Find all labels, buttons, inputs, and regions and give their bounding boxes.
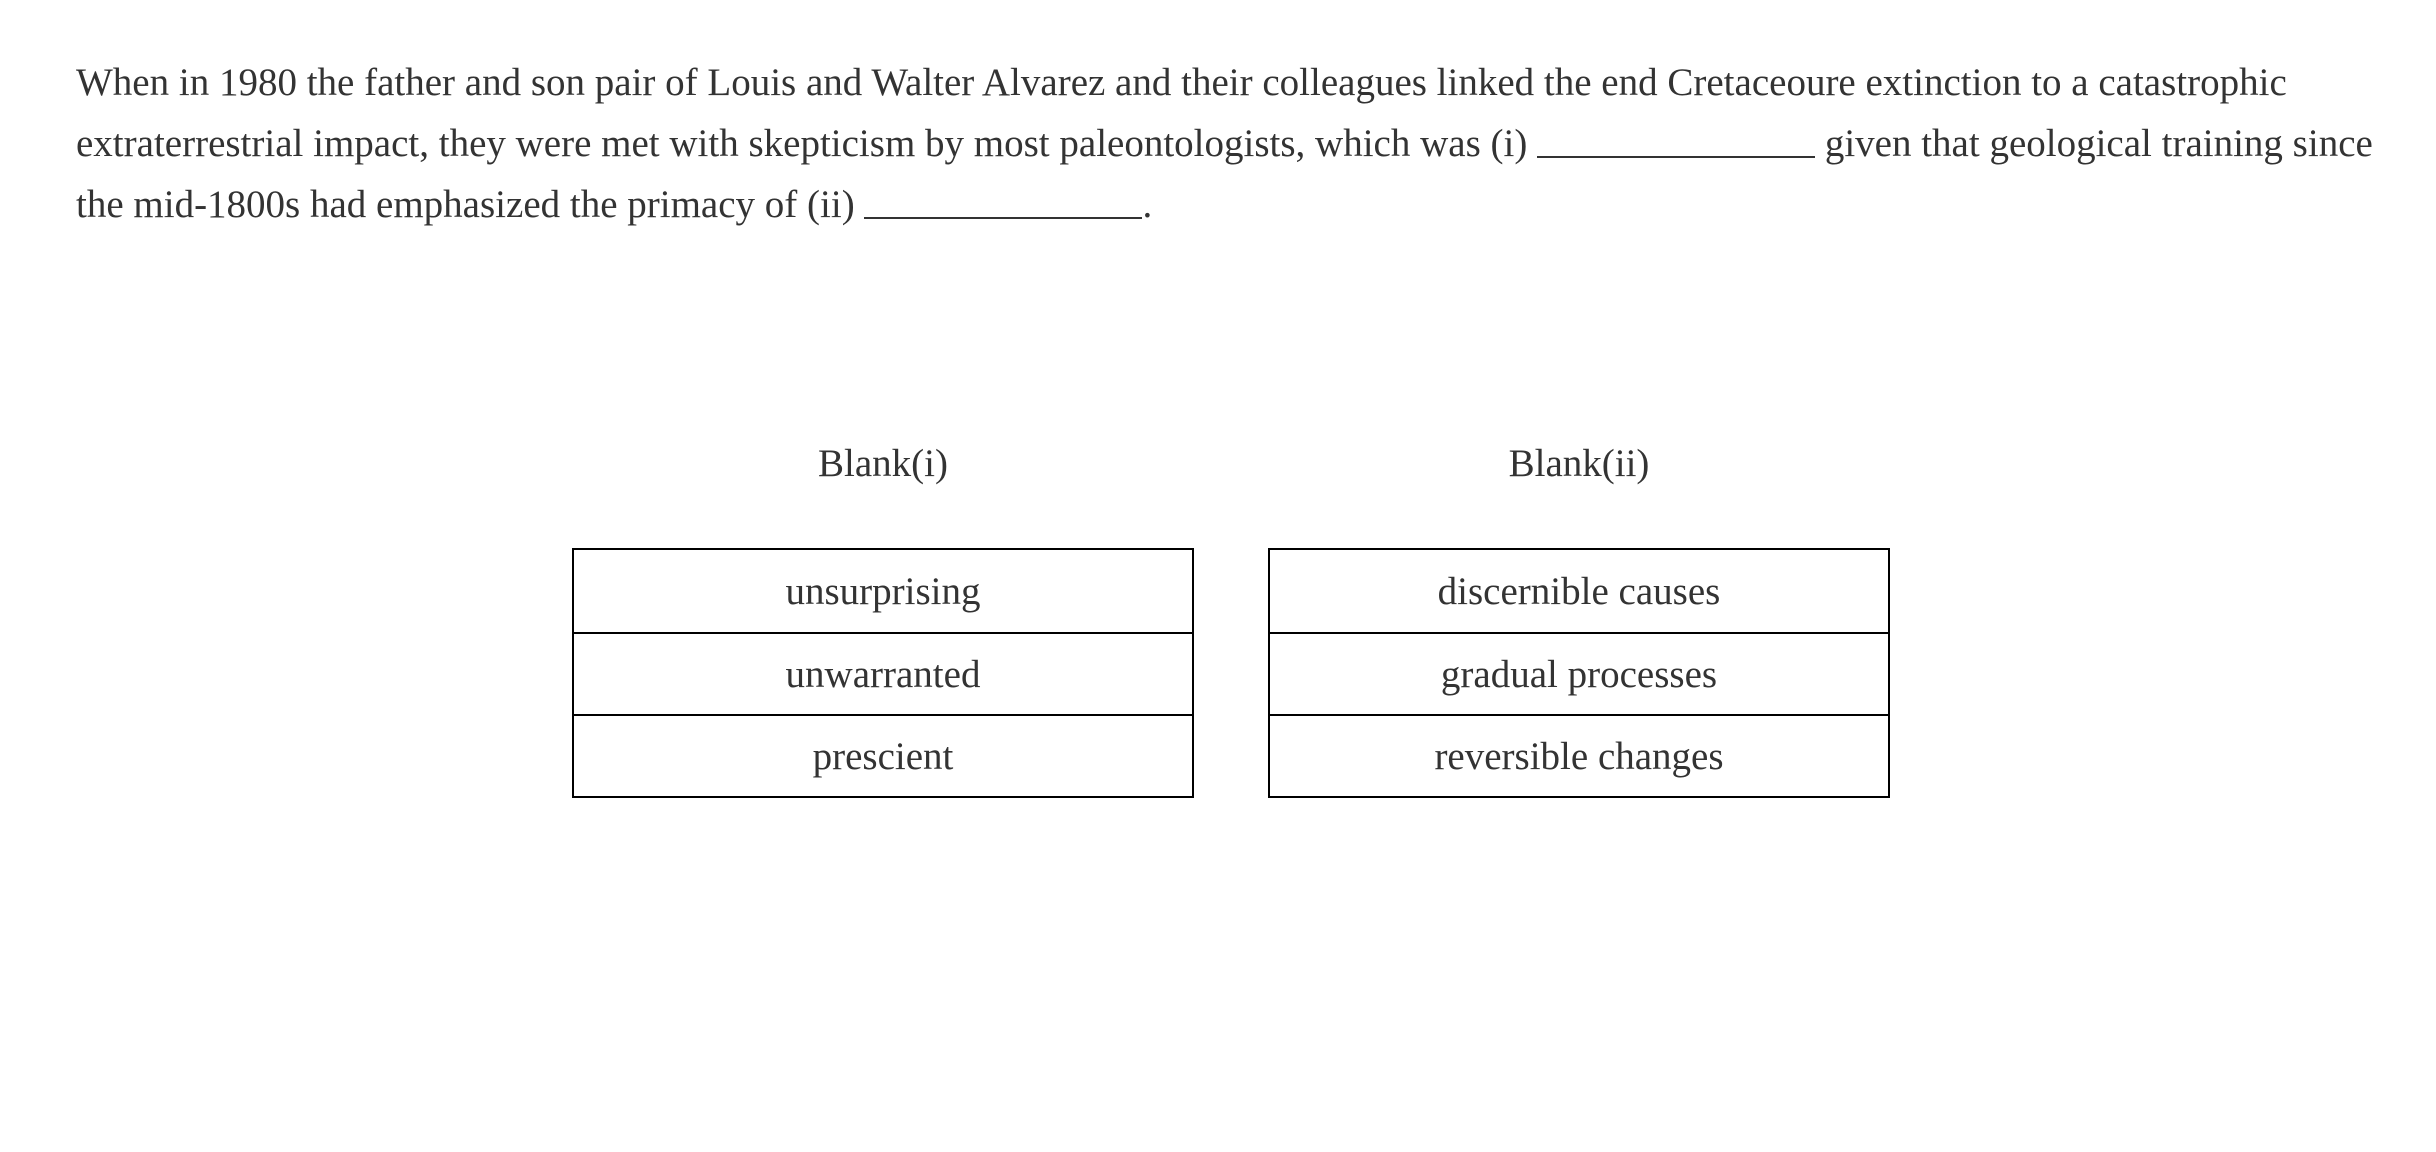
blank-i-label: Blank(i) — [818, 442, 948, 485]
blank-i-column — [572, 436, 1194, 798]
blank-i-option-unsurprising[interactable]: unsurprising — [785, 569, 981, 613]
blank-i-options — [572, 548, 1194, 798]
blank-ii-option-reversible-changes[interactable]: reversible changes — [1270, 714, 1888, 796]
blank-ii-option-discernible-causes[interactable]: discernible causes — [1437, 569, 1721, 613]
blank-ii-column — [1268, 436, 1890, 798]
question-part-2: given that geological training since the mid-1800s had emphasized the primacy of (ii) — [76, 122, 2373, 226]
blank-ii-options — [1268, 548, 1890, 798]
blank-ii-label: Blank(ii) — [1508, 442, 1650, 485]
blank-i-underline — [1537, 155, 1815, 158]
question-part-3: . — [1142, 183, 1153, 226]
question-part-1: When in 1980 the father and son pair of Louis and Walter Alvarez and their colleagues linked the end Cretaceoure extinction to a catastrophic extraterrestrial impact, they were met with skepticism by most paleontologists, which was (i) — [76, 61, 2287, 165]
blank-ii-option-gradual-processes[interactable]: gradual processes — [1270, 632, 1888, 714]
blank-ii-underline — [864, 216, 1142, 219]
answer-columns — [572, 436, 1890, 798]
blank-i-option-unwarranted[interactable]: unwarranted — [574, 632, 1192, 714]
question-text — [76, 52, 2376, 235]
blank-i-option-prescient[interactable]: prescient — [574, 714, 1192, 796]
